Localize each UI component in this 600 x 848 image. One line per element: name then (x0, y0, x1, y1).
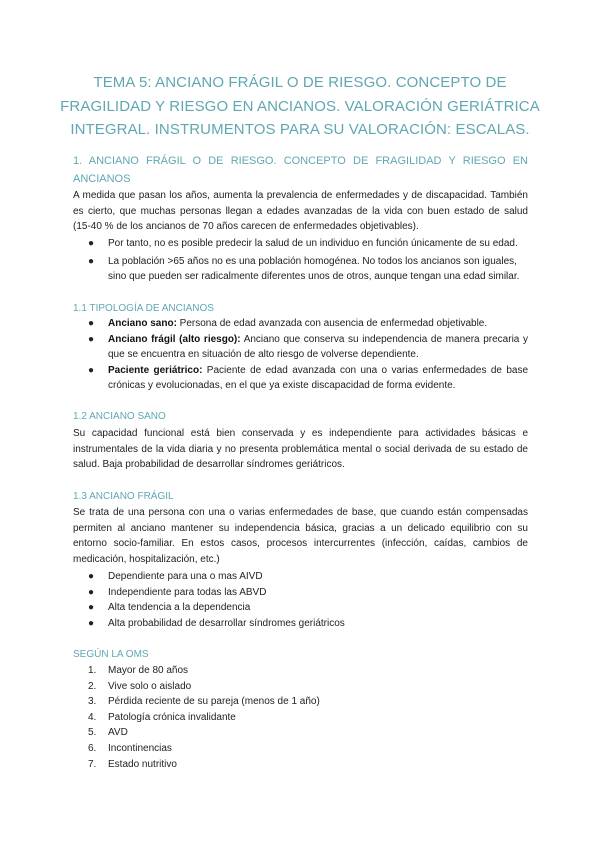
term-bold: Anciano frágil (alto riesgo): (108, 333, 241, 345)
list-item-text: AVD (108, 727, 128, 739)
list-number: 1. (88, 665, 97, 676)
list-item (88, 741, 528, 757)
paragraph-line: entorno socio-familiar. En estos casos, procesos intercurrentes (infección, caídas, cambios de (73, 538, 528, 550)
list-item (88, 316, 528, 332)
page-title (60, 71, 540, 142)
bullet-icon: ● (88, 571, 95, 582)
paragraph-line: Se trata de una persona con una o varias enfermedades de base, que cuando están compensadas (73, 507, 528, 518)
list-item-text: Estado nutritivo (108, 758, 177, 770)
list-item-text: Pérdida reciente de su pareja (menos de 1 año) (108, 696, 320, 708)
section-1-2-heading: 1.2 ANCIANO SANO (73, 411, 166, 422)
oms-heading: SEGÚN LA OMS (73, 649, 149, 660)
list-number: 2. (88, 680, 97, 692)
list-item (88, 569, 528, 585)
bullet-icon: ● (88, 364, 95, 376)
section-1-1-list (88, 316, 528, 394)
list-item-text: sino que pueden ser radicalmente diferentes unos de otros, aunque tengan una edad similar. (108, 271, 520, 283)
section-1-paragraph (73, 188, 528, 235)
title-line: FRAGILIDAD Y RIESGO EN ANCIANOS. VALORACIÓN GERIÁTRICA (60, 97, 540, 115)
list-item-text: Anciano que conserva su independencia de manera precaria y (240, 333, 528, 345)
bullet-icon: ● (88, 238, 95, 249)
paragraph-line: es cierto, que muchas personas llegan a edades avanzadas de la vida con buen estado de salud (73, 205, 528, 217)
paragraph-line: A medida que pasan los años, aumenta la prevalencia de enfermedades y de discapacidad. También (73, 190, 528, 201)
list-item-text: crónicas y evolucionadas, en el que ya existe discapacidad de forma evidente. (108, 380, 456, 392)
bullet-icon: ● (88, 318, 95, 329)
list-item (88, 254, 528, 285)
term-bold: Anciano sano: (108, 318, 177, 329)
section-1-bullet-list (88, 236, 528, 285)
list-item-text: Paciente de edad avanzada con una o varias enfermedades de base (202, 364, 529, 376)
bullet-icon: ● (88, 255, 95, 267)
paragraph-line: (15-40 % de los ancianos de 70 años carecen de enfermedades objetivables). (73, 221, 419, 233)
list-item-text: Patología crónica invalidante (108, 711, 236, 723)
list-item-text: Alta probabilidad de desarrollar síndromes geriátricos (108, 617, 345, 629)
list-item-text: Vive solo o aislado (108, 680, 192, 692)
list-item (88, 679, 528, 695)
section-1-3-heading: 1.3 ANCIANO FRÁGIL (73, 491, 174, 502)
paragraph-line: Su capacidad funcional está bien conservada y es independiente para actividades básicas e (73, 428, 528, 439)
list-number: 3. (88, 696, 97, 708)
list-item-text: Independiente para todas las ABVD (108, 586, 267, 598)
bullet-icon: ● (88, 586, 95, 598)
list-item-text: La población >65 años no es una población homogénea. No todos los ancianos son iguales, (108, 255, 517, 267)
list-number: 6. (88, 742, 97, 754)
paragraph-line: medicación, hospitalización, etc.) (73, 553, 220, 565)
list-item (88, 710, 528, 726)
list-item-text: que se encuentra en situación de alto riesgo de volverse dependiente. (108, 349, 419, 361)
list-item-text: Incontinencias (108, 742, 172, 754)
list-item (88, 236, 528, 252)
section-1-3-bullet-list (88, 569, 528, 631)
paragraph-line: salud. Baja probabilidad de desarrollar síndromes geriátricos. (73, 459, 345, 471)
list-item (88, 363, 528, 394)
list-item-text: Mayor de 80 años (108, 665, 189, 676)
section-1-heading-line2: ANCIANOS (73, 173, 131, 185)
list-item (88, 332, 528, 363)
list-item-text: Persona de edad avanzada con ausencia de enfermedad objetivable. (176, 318, 488, 329)
list-number: 5. (88, 727, 97, 739)
list-item (88, 694, 528, 710)
bullet-icon: ● (88, 617, 95, 629)
list-item (88, 663, 528, 679)
list-item (88, 725, 528, 741)
section-1-heading-line1: 1. ANCIANO FRÁGIL O DE RIESGO. CONCEPTO DE FRAGILIDAD Y RIESGO EN (73, 155, 528, 167)
section-1-2-paragraph (73, 426, 528, 473)
list-item (88, 600, 528, 616)
list-item-text: Por tanto, no es posible predecir la salud de un individuo en función únicamente de su edad. (108, 238, 518, 249)
bullet-icon: ● (88, 333, 95, 345)
title-line: INTEGRAL. INSTRUMENTOS PARA SU VALORACIÓN: ESCALAS. (70, 121, 530, 138)
list-item (88, 616, 528, 632)
bullet-icon: ● (88, 602, 95, 614)
list-item (88, 757, 528, 773)
list-number: 7. (88, 758, 97, 770)
list-number: 4. (88, 711, 97, 723)
paragraph-line: permiten al anciano mantener su independencia básica, gracias a un delicado equilibrio con su (73, 522, 528, 534)
title-line: TEMA 5: ANCIANO FRÁGIL O DE RIESGO. CONCEPTO DE (93, 74, 507, 91)
term-bold: Paciente geriátrico: (108, 364, 203, 376)
paragraph-line: instrumentales de la vida diaria y no presenta problemática mental o social derivada de su estado de (73, 443, 528, 455)
list-item (88, 585, 528, 601)
section-1-1-heading: 1.1 TIPOLOGÍA DE ANCIANOS (73, 303, 214, 314)
list-item-text: Alta tendencia a la dependencia (108, 602, 251, 614)
section-1-3-paragraph (73, 505, 528, 567)
oms-numbered-list (88, 663, 528, 772)
list-item-text: Dependiente para una o mas AIVD (108, 571, 263, 582)
